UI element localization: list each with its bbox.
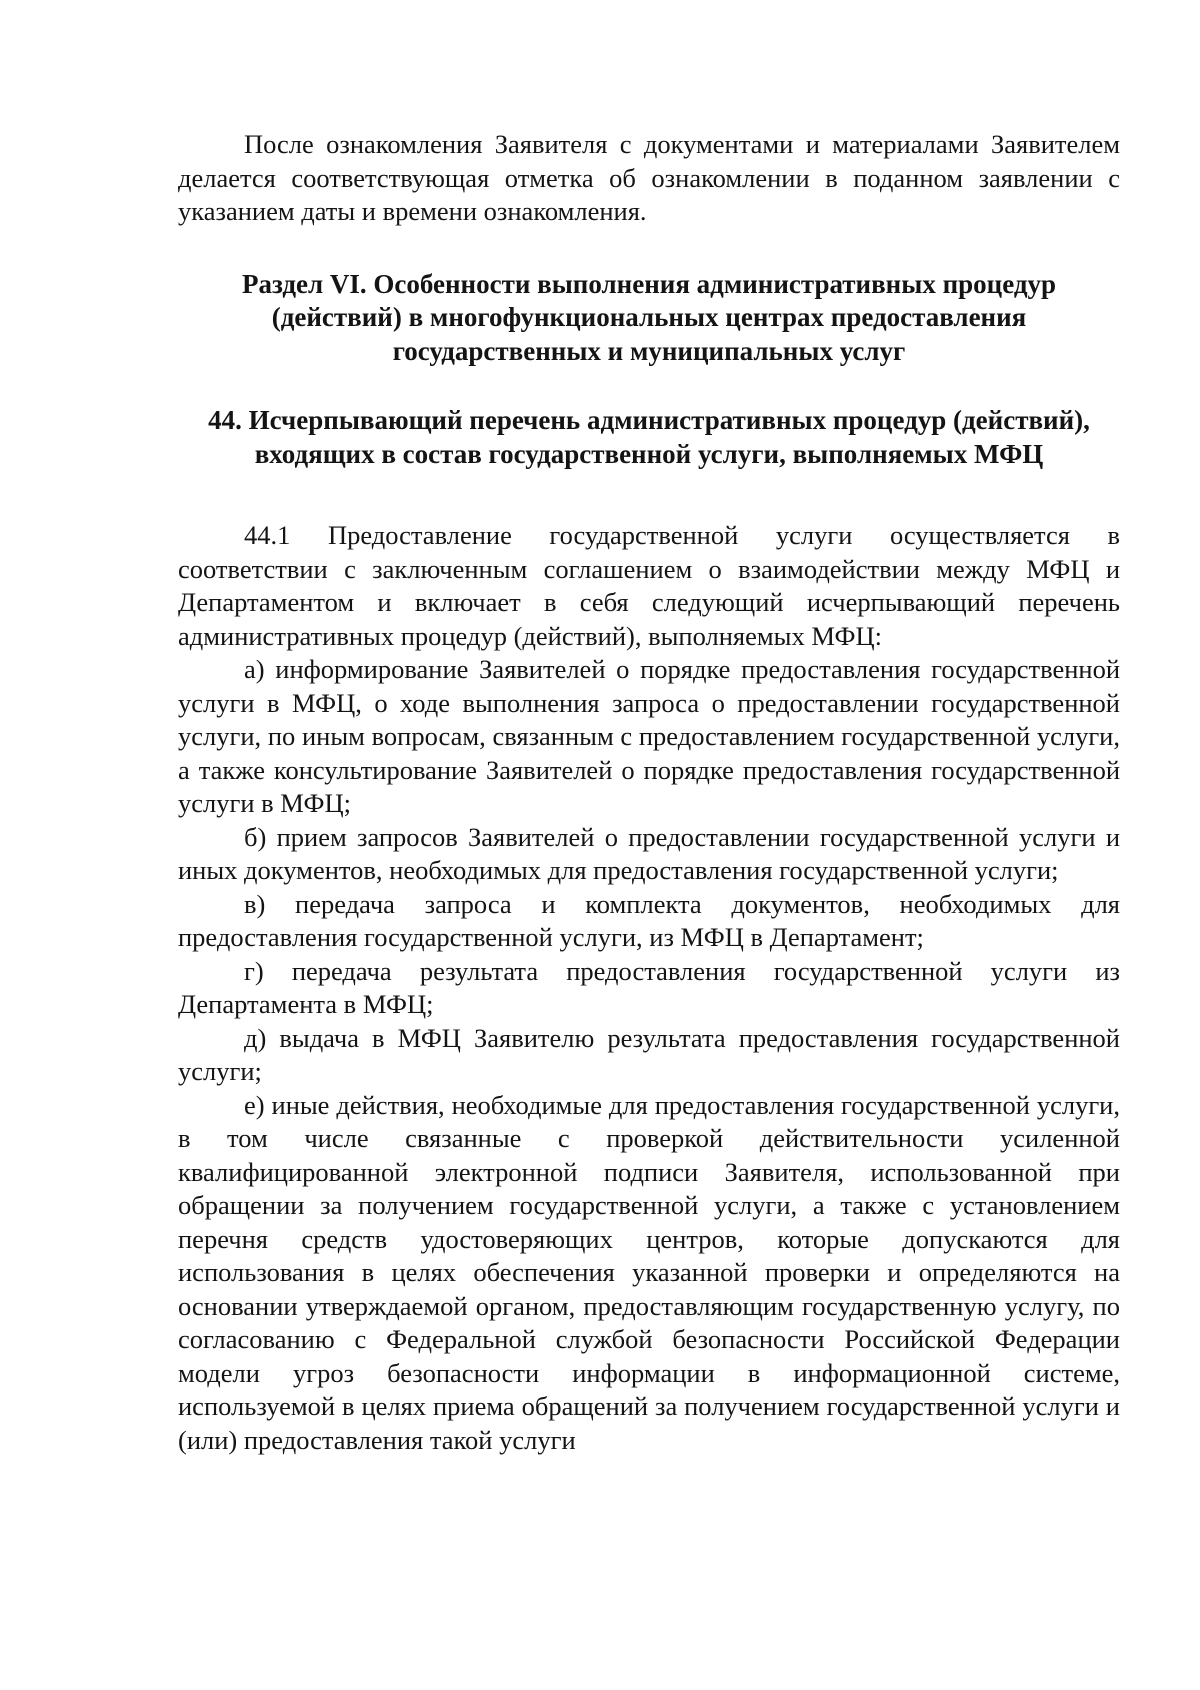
list-item-g: г) передача результата предоставления государственной услуги из Департамента в МФЦ;: [178, 955, 1120, 1019]
paragraph-44-1: 44.1 Предоставление государственной услуги осуществляется в соответствии с заключенным соглашением о взаимодействии между МФЦ и Департаментом и включает в себя следующий исчерпывающий перечень административных процедур (действий), выполняемых МФЦ:: [178, 520, 1120, 651]
subsection-title: 44. Исчерпывающий перечень административных процедур (действий), входящих в состав государственной услуги, выполняемых МФЦ: [208, 405, 1090, 469]
list-item-e: е) иные действия, необходимые для предоставления государственной услуги, в том числе связанные с проверкой действительности усиленной квалифицированной электронной подписи Заявителя, использованной при обращении за получением государственной услуги, а также с установлением перечня средств удостоверяющих центров, которые допускаются для использования в целях обеспечения указанной проверки и определяются на основании утверждаемой органом, предоставляющим государственную услугу, по согласованию с Федеральной службой безопасности Российской Федерации модели угроз безопасности информации в информационной системе, используемой в целях приема обращений за получением государственной услуги и (или) предоставления такой услуги: [178, 1089, 1120, 1455]
document-page: [178, 128, 1120, 1457]
section-title: Раздел VI. Особенности выполнения административных процедур (действий) в многофункциональных центрах предоставления государственных и муниципальных услуг: [241, 268, 1057, 366]
list-item-a: а) информирование Заявителей о порядке предоставления государственной услуги в МФЦ, о ходе выполнения запроса о предоставлении государственной услуги, по иным вопросам, связанным с предоставлением государственной услуги, а также консультирование Заявителей о порядке предоставления государственной услуги в МФЦ;: [178, 654, 1120, 818]
list-item-d: д) выдача в МФЦ Заявителю результата предоставления государственной услуги;: [178, 1022, 1120, 1086]
intro-paragraph: После ознакомления Заявителя с документами и материалами Заявителем делается соответствующая отметка об ознакомлении в поданном заявлении с указанием даты и времени ознакомления.: [178, 129, 1120, 226]
list-item-b: б) прием запросов Заявителей о предоставлении государственной услуги и иных документов, необходимых для предоставления государственной услуги;: [178, 821, 1120, 885]
list-item-v: в) передача запроса и комплекта документов, необходимых для предоставления государственной услуги, из МФЦ в Департамент;: [178, 888, 1120, 952]
